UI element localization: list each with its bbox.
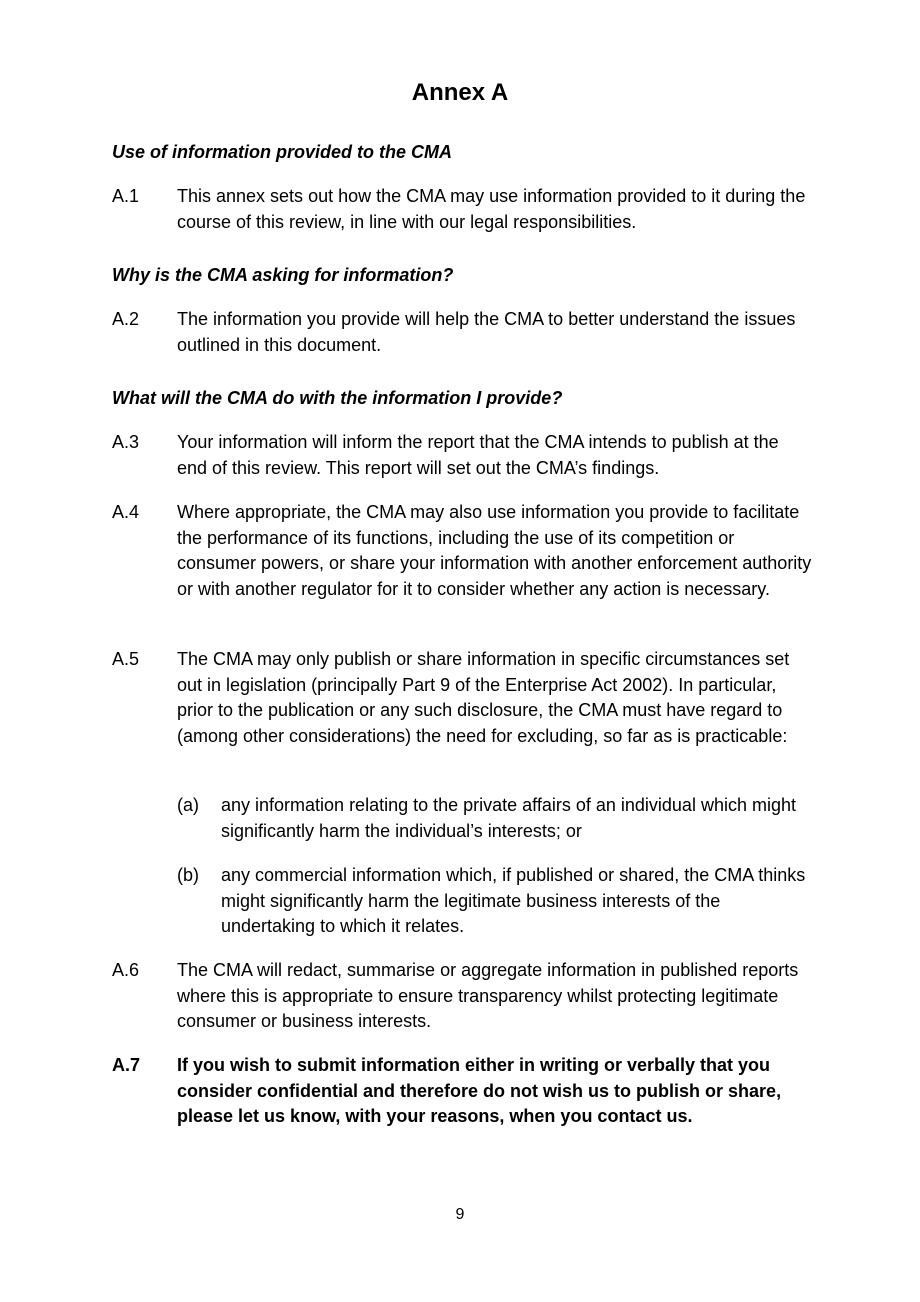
paragraph-text: Where appropriate, the CMA may also use information you provide to facilitate the performance of its functions, including the use of its competition or consumer powers, or share your information with another enforcement authority or with another regulator for it to consider whether any action is necessary. xyxy=(177,502,812,599)
paragraph-number: A.7 xyxy=(112,1055,141,1075)
list-item-text: any information relating to the private affairs of an individual which might significantly harm the individual’s interests; or xyxy=(221,795,796,841)
paragraph-a5 xyxy=(112,647,812,749)
paragraph-a2 xyxy=(112,307,812,358)
paragraph-a4 xyxy=(112,500,812,602)
page-number: 9 xyxy=(455,1206,465,1223)
paragraph-text: The CMA may only publish or share information in specific circumstances set out in legislation (principally Part 9 of the Enterprise Act 2002). In particular, prior to the publication or any such disclosure, the CMA must have regard to (among other considerations) the need for excluding, so far as is practicable: xyxy=(177,649,790,746)
list-item-text: any commercial information which, if published or shared, the CMA thinks might significantly harm the legitimate business interests of the undertaking to which it relates. xyxy=(221,865,806,936)
paragraph-number: A.6 xyxy=(112,960,140,980)
list-item-b xyxy=(177,863,812,940)
paragraph-text: If you wish to submit information either in writing or verbally that you consider confidential and therefore do not wish us to publish or share, please let us know, with your reasons, when you contact us. xyxy=(177,1055,782,1126)
paragraph-number: A.2 xyxy=(112,309,140,329)
paragraph-number: A.3 xyxy=(112,432,140,452)
paragraph-number: A.1 xyxy=(112,186,140,206)
list-item-label: (a) xyxy=(177,795,199,815)
paragraph-number: A.5 xyxy=(112,649,140,669)
section-heading-why-asking: Why is the CMA asking for information? xyxy=(112,265,454,285)
paragraph-a1 xyxy=(112,184,812,235)
paragraph-text: The CMA will redact, summarise or aggregate information in published reports where this is appropriate to ensure transparency whilst protecting legitimate consumer or business interests. xyxy=(177,960,799,1031)
paragraph-text: Your information will inform the report that the CMA intends to publish at the end of this review. This report will set out the CMA’s findings. xyxy=(177,432,779,478)
section-heading-what-will-cma-do: What will the CMA do with the information I provide? xyxy=(112,388,563,408)
list-item-a xyxy=(177,793,812,844)
paragraph-text: This annex sets out how the CMA may use information provided to it during the course of this review, in line with our legal responsibilities. xyxy=(177,186,806,232)
paragraph-number: A.4 xyxy=(112,502,140,522)
page-title: Annex A xyxy=(411,79,509,106)
paragraph-a6 xyxy=(112,958,812,1035)
paragraph-text: The information you provide will help the CMA to better understand the issues outlined in this document. xyxy=(177,309,796,355)
paragraph-a3 xyxy=(112,430,812,481)
paragraph-a7 xyxy=(112,1053,812,1130)
list-item-label: (b) xyxy=(177,865,199,885)
section-heading-use-of-information: Use of information provided to the CMA xyxy=(112,142,452,162)
